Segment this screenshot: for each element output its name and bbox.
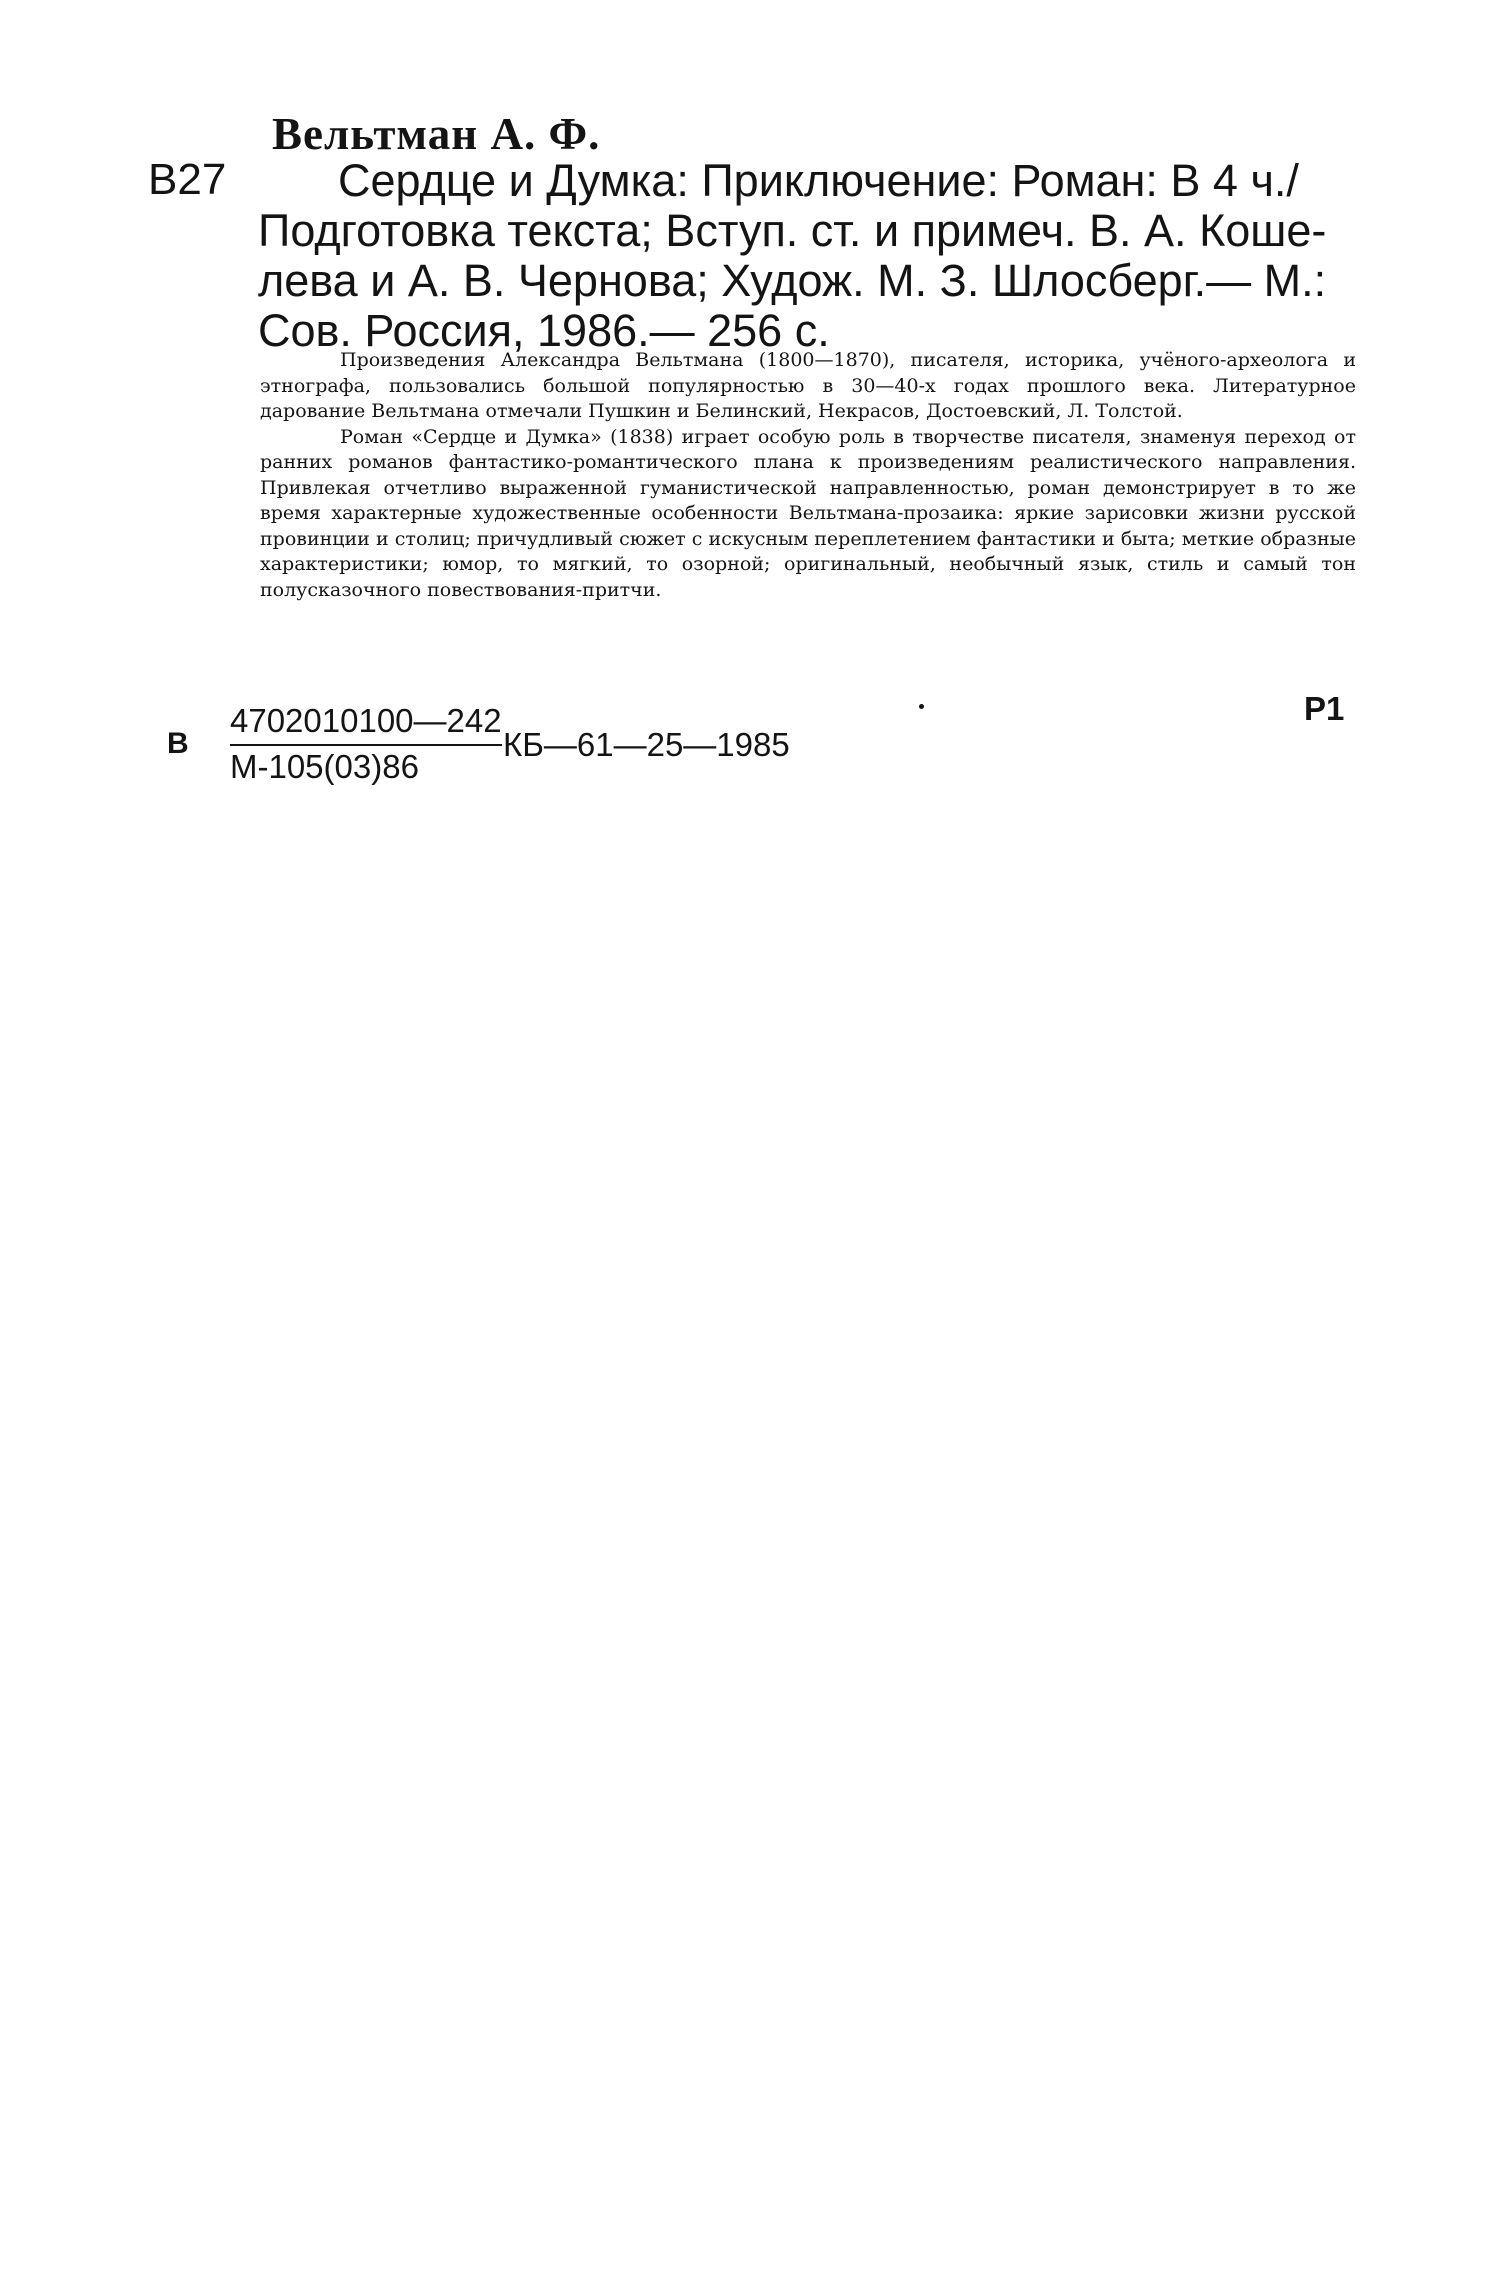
fraction-denominator: М-105(03)86	[230, 748, 419, 785]
title-line-4: Сов. Россия, 1986.— 256 с.	[258, 305, 830, 356]
series-code: КБ—61—25—1985	[503, 726, 790, 763]
bibliographic-description	[258, 155, 1327, 356]
title-line-2: Подготовка текста; Вступ. ст. и примеч. В. А. Коше-	[258, 205, 1327, 256]
classification-code: В27	[148, 155, 227, 204]
fraction-bar	[230, 744, 502, 746]
bbk-code: Р1	[1304, 690, 1345, 727]
title-line-3: лева и А. В. Чернова; Худож. М. З. Шлосберг.— М.:	[258, 255, 1327, 306]
index-letter: В	[167, 727, 189, 760]
annotation	[260, 348, 1356, 603]
annotation-paragraph-2: Роман «Сердце и Думка» (1838) играет особую роль в творчестве писателя, знаменуя переход от ранних романов фантастико-романтического плана к произведениям реалистического направления. Привлекая отчетливо выраженной гуманистической направленностью, роман демонстрирует в то же время характерные художественные особенности Вельтмана-прозаика: яркие зарисовки жизни русской провинции и столиц; причудливый сюжет с искусным переплетением фантастики и быта; меткие образные характеристики; юмор, то мягкий, то озорной; оригинальный, необычный язык, стиль и самый тон полусказочного повествования-притчи.	[260, 425, 1356, 601]
dot-mark	[919, 704, 924, 709]
fraction-numerator: 4702010100—242	[230, 702, 502, 739]
title-line-1: Сердце и Думка: Приключение: Роман: В 4 ч./	[338, 155, 1299, 206]
author-name: Вельтман А. Ф.	[272, 109, 601, 159]
annotation-paragraph-1: Произведения Александра Вельтмана (1800—1870), писателя, историка, учёного-археолога и этнографа, пользовались большой популярностью в 30—40-х годах прошлого века. Литературное дарование Вельтмана отмечали Пушкин и Белинский, Некрасов, Достоевский, Л. Толстой.	[260, 349, 1356, 422]
